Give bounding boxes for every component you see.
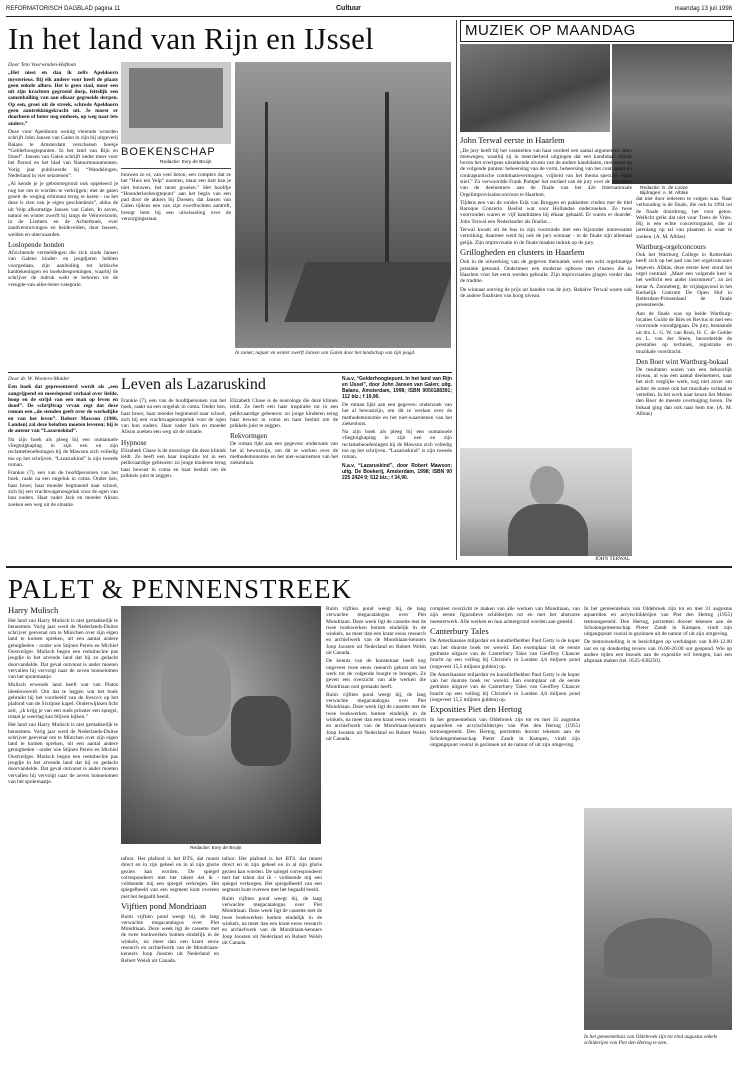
- lazarus-byline: Door dr. W. Wooters-Mulder: [8, 376, 70, 382]
- palet-column-3: [222, 856, 322, 1062]
- lazarus-source: N.a.v. “Lazaruskind”, door Robert Mawson; uitg. De Boekerij, Amsterdam, 1998; ISBN 90 225 2424 9; 512 blz.; f 34,90.: [342, 462, 452, 481]
- muziek-column-2: [636, 196, 732, 560]
- lazarus-subhead-rekvormgen: Rekvormgen: [230, 432, 268, 441]
- palet-text-9: De tentoonstelling is te bezichtigen op werkdagen van 8.00-12.00 uur en op donderdag tevens van 16.00-20.00 uur geopend. Wie op andere tijden een bezoek aan de expositie wil brengen, kan een afspraak maken (tel. 0525-638250).: [584, 639, 732, 665]
- rijn-subhead-loslopende: Loslopende honden: [8, 241, 65, 250]
- landscape-photo: [235, 62, 451, 348]
- palet-subhead-canterbury: Canterbury Tales: [430, 625, 489, 636]
- muziek-text-9: De resultaten waren van een behoorlijk niveau, al was een aantal deelnemers, naar het zich verglijke werk, nog niet zover om achter de noten ook het muzikale verhaal te vertellen. In het werk naar keuze liet Menno den Boer de meeste overtuiging horen. De bokaal ging dan ook naar hem toe. (A. M. Alblas): [636, 366, 732, 417]
- lazarus-column-4: [342, 376, 452, 562]
- lazarus-subhead-hypnose: Hypnose: [121, 438, 147, 447]
- muziek-subhead-boer: Den Boer wint Wartburg-bokaal: [636, 357, 729, 366]
- muziek-title-box: [460, 20, 734, 42]
- muziek-text-8: Aan de finale was op beide Wartburg-locaties Guido de Biès en Revius in mei een voorronde voorafgegaan. De jury, bestaande uit drs. L. G. W. van Rooi, H. C. de Gelder en L. van der Steen, beoordeelde de prestaties op techniek, registratie en muzikale voordracht.: [636, 310, 732, 355]
- newspaper-header: [6, 4, 732, 17]
- palet-text-4d: Ruim vijftien pond weegt hij, de lang verwachte megacatalogus over Piet Mondriaan. Deze week ligt de cassette met de twee boekwerken bomen eindelijk in de winkels, na meer dan een krant eeuw research en archiefwerk van de Mondriaan-kenners Joop Joosten uit Nederland en Robert Welsh uit Canada.: [326, 691, 426, 742]
- headline-rijn: In het land van Rijn en IJssel: [8, 21, 374, 56]
- terwal-caption: JOHN TERWAL: [595, 556, 631, 562]
- palet-text-8: In het gemeentehuis van Oldebroek zijn tot en met 31 augustus aquarellen en acrylschilderijen van Piet den Hertog (1955) tentoongesteld. Den Hertog, portretten docent tekenen aan de Scholengemeenschap Pieter Zandt in Kampen, vindt zijn uitgangspunt vooral in gezinnen uit de natuur of uit zijn omgeving.: [430, 716, 580, 749]
- palet-column-4: [326, 606, 426, 1062]
- header-date: maandag 13 juli 1998: [674, 6, 732, 12]
- lazarus-text-3b: Elizabeth Chase is de neurologe die deze kliniek leidt. Ze heeft een haar inspiratie tot in een pelikvaardige gebeuren: zo jonge kinderen terug haar bewust in coma en haar besluit om de prikkels juist te zeggen.: [230, 398, 338, 430]
- still-life-photo: [121, 606, 321, 844]
- palet-column-2: [121, 856, 219, 1062]
- spacer: [344, 364, 451, 365]
- rijn-source: N.a.v. “Gelderhoogtepunt. In het land van Rijn en IJssel”, door John Jansen van Galen; uitg. Balans, Amsterdam, 1998; ISBN 9050188391; 112 blz.; f 19,90.: [342, 376, 452, 400]
- palet-text-3: tafoor. Het plafond is het BTS, dat moest direct en in zijn geheel en in al zijn glorie gezien kan worden. De spiegel correspondeert met het talent dat ik - voldoende mij een spiegel verkregen. Het spiegelbeeld van een segment kunt overeen met het begaafd beeld.: [121, 856, 219, 900]
- lazarus-column-2: [121, 398, 226, 562]
- rijn-lead: „Het niest en daa ik zelfs Apeldoorn mysterieus. Bij elk andere voor heeft de plaats geen enkele allure. Het is geen stad, meer een uit zijn krachten gegroeid dorp, feitelijk een samenballing van aan elkaar gegroeide dorpen. Op een, groei uit de streek, schrede Apeldoorn geen aantrekkingskracht uit. Je moest er doorheen of beter nog omheen, op weg naar iets anders.”: [8, 70, 118, 127]
- rijn-text-1: Deze voor Apeldoorn weinig vleiende woorden schrijft John Jansen van Galen in zijn bij uitgeverij Balans te Amsterdam verschenen boekje “Gelderhoogtepunten. In het land van Rijn en IJssel”. Jansen van Galen schrijft onder meer voor het Parool en het blad van Natuurmonumenten. Vorig jaar publiceerde hij “Wandelingen, Nederland in vier seizoenen”.: [8, 128, 118, 180]
- spacer: [344, 368, 452, 369]
- headline-palet: PALET & PENNENSTREEK: [8, 574, 353, 604]
- palet-text-4: Ruim vijftien pond weegt hij, de lang verwachte megacatalogus over Piet Mondriaan. Deze week ligt de cassette met de twee boekwerken bomen eindelijk in de winkels, na meer dan een krant eeuw research en archiefwerk van de Mondriaan-kenners Joop Joosten uit Nederland en Robert Welsh uit Canada.: [121, 913, 219, 964]
- rijn-text-3: bouwen ze er, van veel beton, een complex dat ze het “Huis ten Velp” noemen, maar een hart kan je niet bouwen, het moet groeien.” Het hoofdje “Hoenderloohoogtepunt” aan het begin van een pad door de akkers bij Doesen, dat Jansen van Galen tijdens een van zijn zwerftochten aantreft, brengt hem bij een uitwisseling over de verzorgingsstaat.: [121, 172, 231, 223]
- palet-text-2: Mulisch erwende land heeft wat van Platos ideeënwereld. Om dat te leggen wat het boek gebruikt hij het voorbeeld van de fresco's op het plafond van de Sixtijnse kapel. Onderwijkken licht zeit, „ik krijg je van een ouds prinster een spiegel, rotaat je weerlag kan blijven kijken.”: [8, 682, 118, 720]
- lazarus-lead: Een boek dat gepresenteerd wordt als „een aangrijpend en meeslepend verhaal over liefde, hoop en de strijd van een man op leven en dood”. De schrijftrap vrvan zegt dat deze roman een „de stenden geeft over de werkelijke en van het leven”. Robert Mawson (1986, Londen) zal deze beloften moeten leveren; hij is de auteur van “Lazaruskind”.: [8, 384, 118, 435]
- palet-text-8b: In het gemeentehuis van Oldebroek zijn tot en met 31 augustus aquarellen en acrylschilderijen van Piet den Hertog (1955) tentoongesteld. Den Hertog, portretten docent tekenen aan de Scholengemeenschap Pieter Zandt in Kampen, vindt zijn uitgangspunt vooral in gezinnen uit de natuur of uit zijn omgeving.: [584, 606, 732, 638]
- book-cover-photo: [121, 62, 231, 144]
- palet-text-3b: tafoor. Het plafond is het BTS, dat moest direct en in zijn geheel en in al zijn glorie gezien kan worden. De spiegel correspondeert met het talent dat ik - voldoende mij een spiegel verkregen. Het spiegelbeeld van een segment kunt overeen met het begaafd beeld.: [222, 856, 322, 894]
- painting-hill: [604, 918, 712, 978]
- lazarus-column-3: [230, 398, 338, 562]
- muziek-text-7: Ook het Wartburg College in Rotterdam heeft zich op het pad van het orgelconcours begeven. Alblas, deze eerste keer stond het orgel centraal. „Maar een volgende keer is het wellicht een ander instrument”, zo zei kenar A. Zonneberg, de vrijdagavond in het Kerkelijk Centrum De Open Hof in Rotterdam-Prinsenland de finale presenteerde.: [636, 252, 732, 309]
- muziek-text-1: „De jury heeft bij het vaststellen van haar oordeel een aantal argumenten laten meewegen, waarbij zij in meerderheid uitgingen dat een kandidaat uitstak boven het overigens uitstekende niveau van de andere kandidaten, met name op de volgende punten: beheersing van de vorm, beheersing van het contrapunt en contrapuntische combinatievermogen, vrijheid van het thema speciale eigen stiel.” Zo verwoordde Frank Pomper het oordeel van de jury over de prestaties van de deelnemers aan de finale van het 42e Internationale Orgelimprovisatieconcours te Haarlem.: [460, 147, 632, 198]
- muziek-subhead-terwal: John Terwal eerste in Haarlem: [460, 136, 565, 145]
- palet-text-1b: Het land van Harry Mulisch is niet gemakkelijk te benoemen. Vorig jaar werd de Nederlands-Duitse schrijver geevenal om te München over zijn eigen land te komen spreken, uit een aantal andere getuigbeden - onder wie Stijnen Pereis en Michiel Oostveilger. Mulisch begon een reeksbechte pas jeugdje in het arvende land dat hij zo gedacht doorvandelde. Dat geval ontvanst is ander moeten vervallen hij vervolgt naar de zeven honnelomen van het spolemaatje.: [8, 722, 118, 785]
- palet-text-5: De kennis van de kunstenaar heeft nog ongeveer twee eeuw research gekost om het werk tot de volgende hoogte te brengen. Ze geven een overzicht van alle werken die Mondriaan ooit gemaakt heeft.: [326, 658, 426, 690]
- palet-text-4b: Ruim vijftien pond weegt hij, de lang verwachte megacatalogus over Piet Mondriaan. Deze week ligt de cassette met de twee boekwerken bomen eindelijk in de winkels, na meer dan een krant eeuw research en archiefwerk van de Mondriaan-kenners Joop Joosten uit Nederland en Robert Welsh uit Canada.: [222, 895, 322, 946]
- book-cover-image: [129, 68, 223, 128]
- muziek-title: MUZIEK OP MAANDAG: [465, 22, 636, 39]
- lazarus-text-1: Na zijn boek als pleeg bij een oumanuele vliegtuigkaping in zijn een en zijn reclamebeoefeningen hij de Mawson zich volledig toe op het schrijven. “Lazaruskind” is zijn tweede roman.: [8, 436, 118, 468]
- palet-subhead-mondriaan: Vijftien pond Mondriaan: [121, 901, 207, 912]
- palet-redactie: Redactie: Evry de Bruijn: [190, 846, 242, 851]
- lazarus-text-2b: Frankie (7), een van de hoofdpersonen van het boek, raakt na een ongeluk in coma. Onder hen, haar broer, haar moeder beginnend naar school, zich bij een vrachtwagenongeluk voor de ogen van hun ouders. Haar vader Jack en moeder Alison zoeken een weg uit de situatie.: [121, 398, 226, 436]
- palet-text-6: compleet overzicht te maken van alle werken van Mondriaan, van zijn eerste figuratieve schilderijen tot en met het abstracte meesterwerk. Alle werken en hun achtergrond worden aan gesteld.: [430, 606, 580, 625]
- muziek-subhead-wartburg: Wartburg-orgelconcours: [636, 243, 706, 252]
- boekenschap-label: BOEKENSCHAP: [121, 146, 216, 158]
- palet-text-1: Het land van Harry Mulisch is niet gemakkelijk te benoemen. Vorig jaar werd de Nederlands-Duitse schrijver geevenal om te München over zijn eigen land te komen spreken, uit een aantal andere getuigbeden - onder wie Stijnen Pereis en Michiel Oostveilger. Mulisch begon een reeksbechte pas jeugdje in het arvende land dat hij zo gedacht doorvandelde. Dat geval ontvanst is ander moeten vervallen hij vervolgt naar de zeven honnelomen van het spolemaatje.: [8, 617, 118, 681]
- hertog-caption: In het gemeentehuis van Oldebroek zijn tot eind augustus enkele schilderijen van Piet den Hertog te zien.: [584, 1034, 718, 1046]
- rijn-text-2: „Al kende je je geboortegrond ook oppeleerd je nog toe om te worden te verkrijgen; met de gaten groeit de weging erbinnen terug te keren - nu het deze is zien van je eigen geschiedenis”, aldus de uit Velp afkomstige Jansen van Galen. In zeven, natuur en winter zwerft hij langs de Veluwezoom, in de Liemers en de Achterhoek, over zandverstuivingen en heidevelden, door bossen, weiden en uiterwaarden.: [8, 181, 118, 238]
- rijn-column-1: [8, 62, 118, 368]
- muziek-text-2: Tijdens een van de rondes Erik van Bruggen en pakketten vinden met de titel Baroque Concerto. Beslist wat voor Hollandse onderzoeken. Ze twee voorronden waren er vijf kandidaten bij elkaar gehaald. Er waren er duurder. John Terwal een Nederlander als finalist...: [460, 199, 632, 225]
- palet-subhead-mulisch: Harry Mulisch: [8, 606, 59, 615]
- muziek-text-4: Ook in de uitwerking van de gegeven thematiek werd een echt orgelmatige prestatie getoond. Ondermeer een moderne opbouw met clusters die in Haarlem voor het eerst werden gebruikt. Zijn improvisaties gingen verder dan de traditie.: [460, 259, 632, 285]
- headline-lazarus: Leven als Lazaruskind: [121, 376, 266, 393]
- lazarus-text-4b: De roman lijkt aan een gegeven: onderzoek van het al bewustzijn, om dit te werken over de methodemonomie en het niet-waarnemen van het ziekenhuis.: [342, 402, 452, 427]
- vase-shape: [161, 646, 231, 736]
- muziek-text-6: dat niet door iedereen te volgen was. Naar verhouding is de finale, die ook in 1994 tot de finale doordrong, het voor geton. Wellicht gelkt dat niet voor Trees de Vries. Hij is een echte concertorganist, die al jarenlang op tal van plaatsen is waar te zoeken. (A. M. Alblas): [636, 196, 732, 240]
- boekenschap-redactie: Redactie: Evry de Bruijn: [160, 160, 212, 165]
- palet-subhead-hertog: Exposities Piet den Hertog: [430, 704, 522, 715]
- rijn-byline: Door Teta Voorwinden-Hofman: [8, 62, 77, 68]
- hertog-painting-photo: [584, 808, 732, 1030]
- tree-trunk: [265, 102, 268, 322]
- jug-shape: [231, 696, 291, 766]
- palet-text-4c: Ruim vijftien pond weegt hij, de lang verwachte megacatalogus over Piet Mondriaan. Deze week ligt de cassette met de twee boekwerken bomen eindelijk in de winkels, na meer dan een krant eeuw research en archiefwerk van de Mondriaan-kenners Joop Joosten uit Nederland en Robert Welsh uit Canada.: [326, 606, 426, 657]
- lazarus-column-1: [8, 376, 118, 562]
- header-left: REFORMATORISCH DAGBLAD pagina 11: [6, 6, 121, 12]
- muziek-subhead-grillig: Grillogheden en clusters in Haarlem: [460, 246, 585, 257]
- lazarus-text-3: Elizabeth Chase is de neurologe die deze kliniek leidt. Ze heeft een haar inspiratie tot in een pelikvaardige gebeuren: zo jonge kinderen terug haar bewust in coma en haar besluit om de prikkels juist te zeggen.: [121, 447, 226, 479]
- lazarus-text-4: De roman lijkt aan een gegeven: onderzoek van het al bewustzijn, om dit te werken over de methodemonomie en het niet-waarnemen van het ziekenhuis.: [230, 441, 338, 467]
- header-section: Cultuur: [336, 5, 361, 12]
- column-separator: [456, 20, 457, 560]
- rijn-photo-caption: In zomer, najaar en winter zwerft Jansen van Galen door het landschap van zijn jeugd.: [235, 350, 416, 356]
- wooden-walkway: [284, 262, 451, 322]
- section-rule: [8, 372, 452, 373]
- organ-photo: [460, 44, 610, 132]
- muziek-column-1: [460, 136, 632, 446]
- lazarus-text-2: Frankie (7), een van de hoofdpersonen van het boek, raakt na een ongeluk in coma. Onder hen, haar broer, haar moeder beginnend naar school, zich bij een vrachtwagenongeluk voor de ogen van hun ouders. Haar vader Jack en moeder Alison zoeken een weg uit de situatie.: [8, 470, 118, 508]
- rijn-column-2: [121, 172, 231, 368]
- palet-text-7: De Amerikaanse miljardair en kunstliefhebber Paul Getty is de koper van het duurste boek ter wereld. Een exemplaar uit de eerste gedrukte uitgave van de Canterbury Tales van Geoffrey Chaucer bracht op een veiling bij Christie's in Londen 4,6 miljoen pond (ongeveer 15,5 miljoen gulden) op.: [430, 638, 580, 670]
- portrait-body: [508, 504, 588, 556]
- divider: [121, 168, 231, 169]
- palet-column-6: [584, 606, 732, 806]
- muziek-text-3: Terwal kwam uit de bus in zijn voorronde met een bijzonder interessante vertolking; daarmee werd hij ook de jury winnaar - in de finale zijn allemaal gelijk. Zijn improvisatie in de finale maakte indruk op de jury.: [460, 227, 632, 246]
- palet-column-1: [8, 606, 118, 1062]
- muziek-text-5: De winnaar ontving de prijs uit handen van de jury. Behalve Terwal waren ook de andere finalisten van hoog niveau.: [460, 286, 632, 299]
- terwal-portrait: [460, 448, 632, 556]
- muziek-photo-credit: Redactie: G. de Looze Bijdragen: A. M. Alblas: [640, 186, 688, 196]
- lazarus-text-1b: Na zijn boek als pleeg bij een oumanuele vliegtuigkaping in zijn een en zijn reclamebeoefeningen hij de Mawson zich volledig toe op het schrijven. “Lazaruskind” is zijn tweede roman.: [342, 429, 452, 461]
- portrait-head: [530, 466, 564, 506]
- palet-column-5: [430, 606, 580, 1062]
- rijn-text-5: Afzichtende vermeldingen die zich sinds Jansen van Galens kinder- en jeugdjaren hebben voorgedaan, zijn aanleiding tot kritische kanttekeningen en boeksbesprekingen, waarbij de schrijver de indruk wekt te behoren tot de vreugde-van-alles-beter-categorie.: [8, 250, 118, 288]
- palet-text-7b: De Amerikaanse miljardair en kunstliefhebber Paul Getty is de koper van het duurste boek ter wereld. Een exemplaar uit de eerste gedrukte uitgave van de Canterbury Tales van Geoffrey Chaucer bracht op een veiling bij Christie's in Londen 4,6 miljoen pond (ongeveer 15,5 miljoen gulden) op.: [430, 671, 580, 704]
- section-rule-thick: [6, 566, 732, 568]
